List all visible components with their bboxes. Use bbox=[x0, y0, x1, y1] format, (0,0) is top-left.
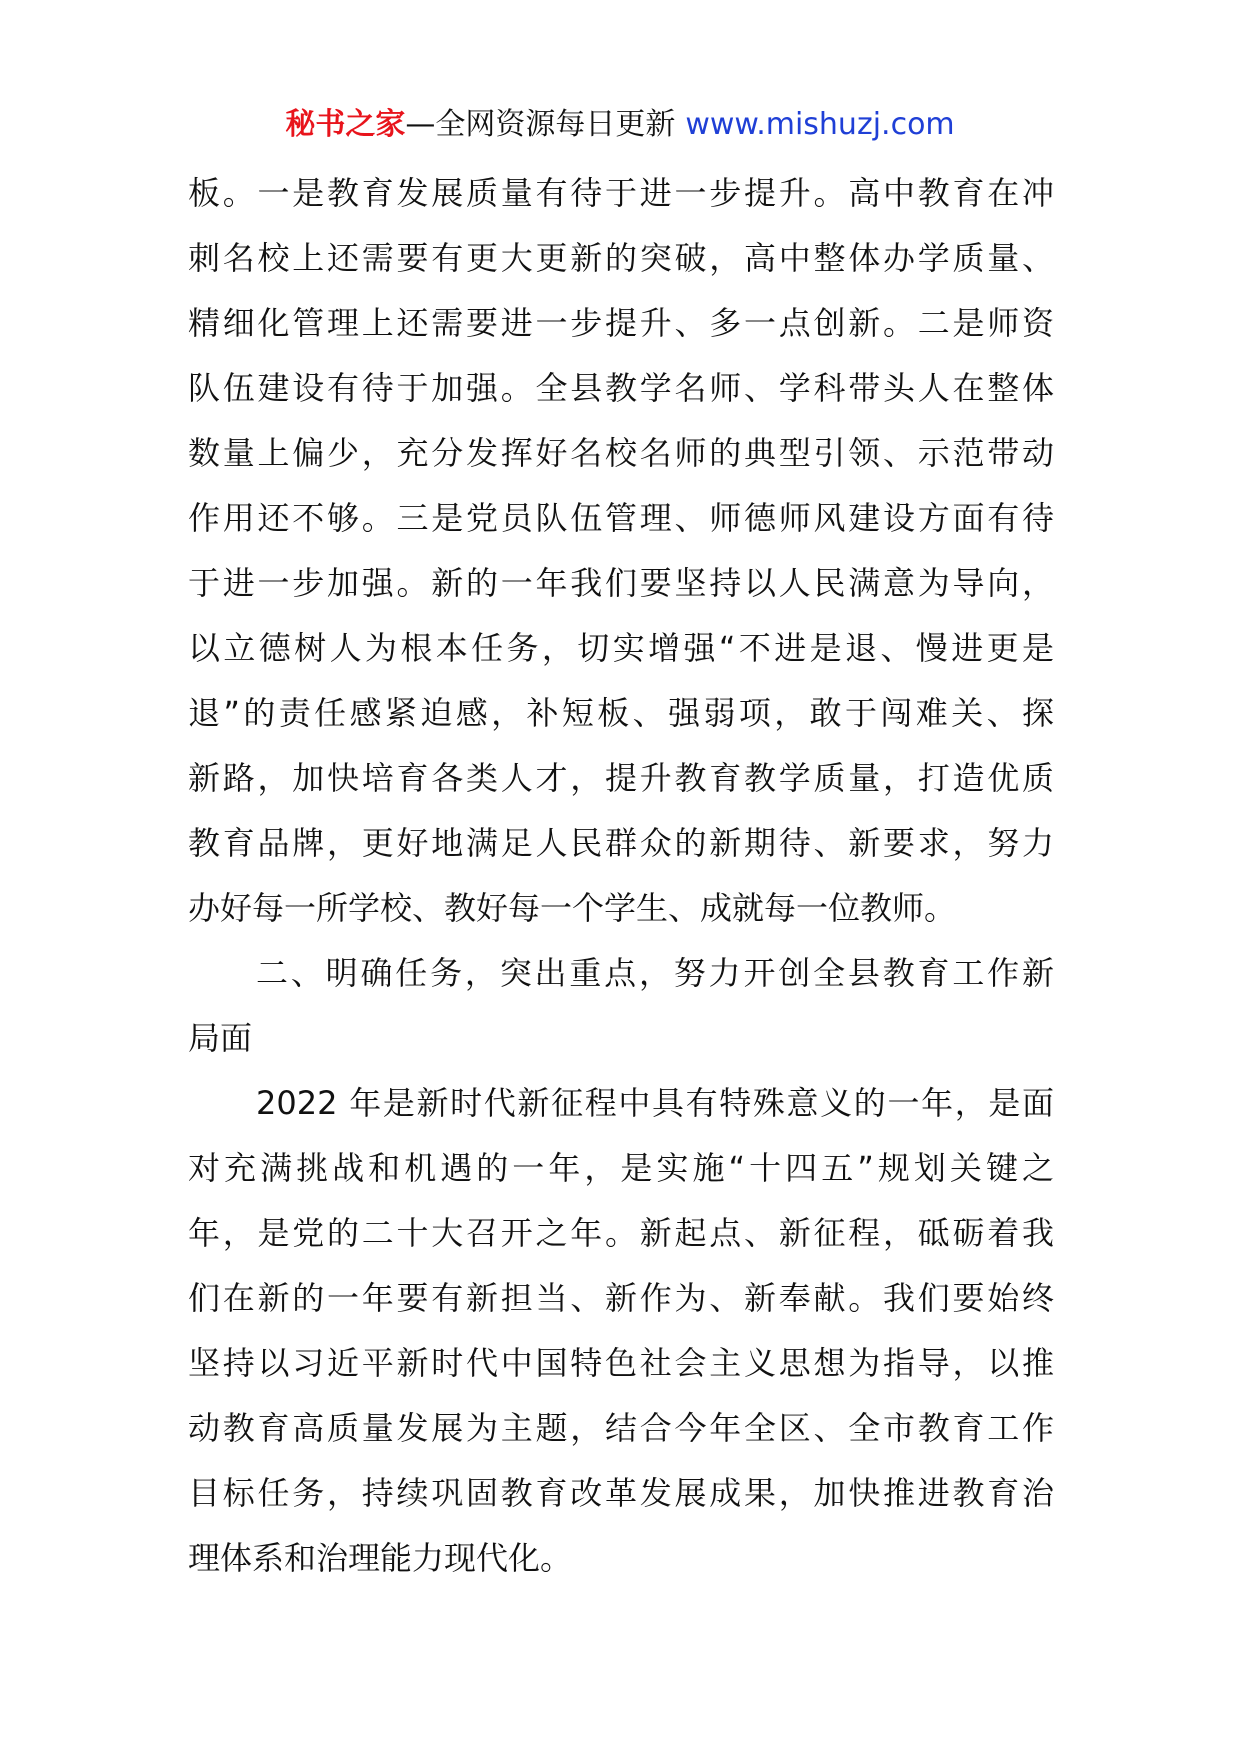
text-line: 作用还不够。三是党员队伍管理、师德师风建设方面有待 bbox=[188, 499, 1054, 537]
text-line: 数量上偏少，充分发挥好名校名师的典型引领、示范带动 bbox=[188, 434, 1054, 472]
site-url-link[interactable]: www.mishuzj.com bbox=[685, 107, 955, 142]
text-line: 坚持以习近平新时代中国特色社会主义思想为指导，以推 bbox=[188, 1344, 1054, 1382]
text-line: 于进一步加强。新的一年我们要坚持以人民满意为导向， bbox=[188, 564, 1054, 602]
header-tagline: —全网资源每日更新 bbox=[405, 107, 676, 142]
text-line: 理体系和治理能力现代化。 bbox=[188, 1539, 573, 1577]
text-line: 对充满挑战和机遇的一年，是实施“十四五”规划关键之 bbox=[188, 1149, 1054, 1187]
text-line: 办好每一所学校、教好每一个学生、成就每一位教师。 bbox=[188, 889, 957, 927]
text-line: 目标任务，持续巩固教育改革发展成果，加快推进教育治 bbox=[188, 1474, 1054, 1512]
text-line: 刺名校上还需要有更大更新的突破，高中整体办学质量、 bbox=[188, 239, 1054, 277]
text-line: 以立德树人为根本任务，切实增强“不进是退、慢进更是 bbox=[188, 629, 1054, 667]
text-line: 队伍建设有待于加强。全县教学名师、学科带头人在整体 bbox=[188, 369, 1054, 407]
text-line: 年，是党的二十大召开之年。新起点、新征程，砥砺着我 bbox=[188, 1214, 1054, 1252]
text-line: 退”的责任感紧迫感，补短板、强弱项，敢于闯难关、探 bbox=[188, 694, 1054, 732]
document-body bbox=[188, 161, 1054, 1591]
text-line: 精细化管理上还需要进一步提升、多一点创新。二是师资 bbox=[188, 304, 1054, 342]
section-heading-continued: 局面 bbox=[188, 1019, 253, 1057]
page-header bbox=[0, 100, 1240, 150]
brand-name: 秘书之家 bbox=[285, 107, 406, 142]
text-line: 们在新的一年要有新担当、新作为、新奉献。我们要始终 bbox=[188, 1279, 1054, 1317]
text-line: 2022 年是新时代新征程中具有特殊意义的一年，是面 bbox=[256, 1084, 1054, 1122]
text-line: 板。一是教育发展质量有待于进一步提升。高中教育在冲 bbox=[188, 174, 1054, 212]
section-heading: 二、明确任务，突出重点，努力开创全县教育工作新 bbox=[256, 954, 1054, 992]
text-line: 教育品牌，更好地满足人民群众的新期待、新要求，努力 bbox=[188, 824, 1054, 862]
text-line: 新路，加快培育各类人才，提升教育教学质量，打造优质 bbox=[188, 759, 1054, 797]
text-line: 动教育高质量发展为主题，结合今年全区、全市教育工作 bbox=[188, 1409, 1054, 1447]
